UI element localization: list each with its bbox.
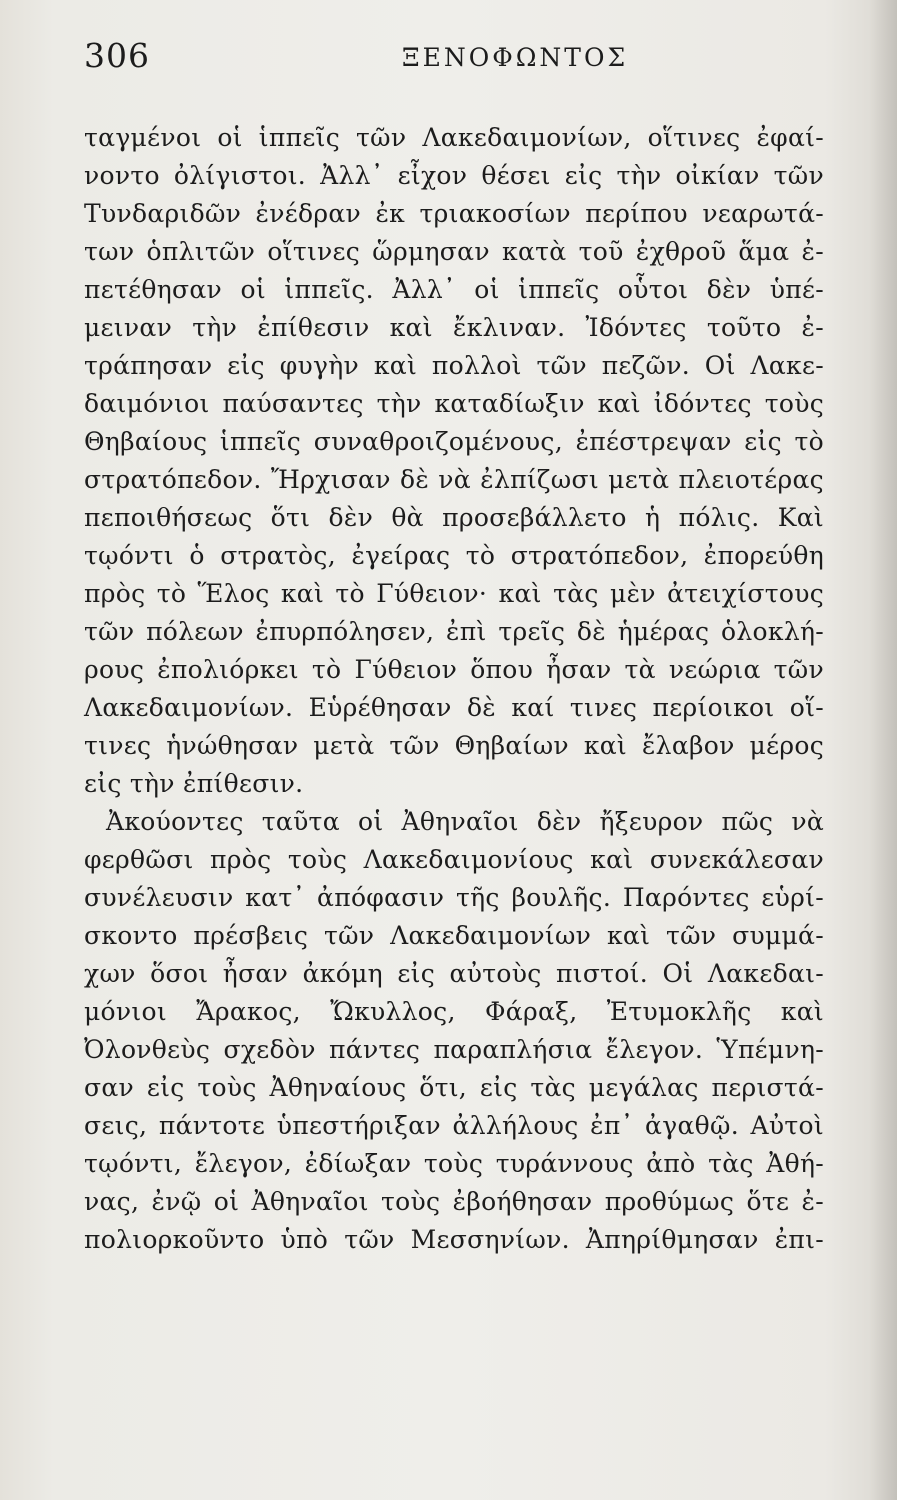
text-line: τῳόντι ὁ στρατὸς, ἐγείρας τὸ στρατόπεδον, ἐπορεύθη	[84, 541, 824, 570]
text-line: σεις, πάντοτε ὑπεστήριξαν ἀλλήλους ἐπ᾽ ἀγαθῷ. Αὐτοὶ	[84, 1111, 824, 1140]
text-line: δαιμόνιοι παύσαντες τὴν καταδίωξιν καὶ ἰδόντες τοὺς	[84, 389, 824, 418]
text-line: τράπησαν εἰς φυγὴν καὶ πολλοὶ τῶν πεζῶν. Οἱ Λακε-	[84, 351, 824, 380]
text-line: πεποιθήσεως ὅτι δὲν θὰ προσεβάλλετο ἡ πόλις. Καὶ	[84, 503, 824, 532]
text-line: των ὁπλιτῶν οἵτινες ὥρμησαν κατὰ τοῦ ἐχθροῦ ἅμα ἐ-	[84, 237, 824, 266]
page-edge-shadow	[869, 0, 897, 1500]
text-line: μειναν τὴν ἐπίθεσιν καὶ ἔκλιναν. Ἰδόντες τοῦτο ἐ-	[84, 313, 824, 342]
text-line: φερθῶσι πρὸς τοὺς Λακεδαιμονίους καὶ συνεκάλεσαν	[84, 845, 824, 874]
running-head: ΞΕΝΟΦΩΝΤΟΣ	[402, 43, 629, 72]
text-line: μόνιοι Ἄρακος, Ὤκυλλος, Φάραξ, Ἐτυμοκλῆς καὶ	[84, 997, 824, 1026]
text-line: σκοντο πρέσβεις τῶν Λακεδαιμονίων καὶ τῶν συμμά-	[84, 921, 824, 950]
text-line: Τυνδαριδῶν ἐνέδραν ἐκ τριακοσίων περίπου νεαρωτά-	[84, 199, 824, 228]
text-line: νοντο ὀλίγιστοι. Ἀλλ᾽ εἶχον θέσει εἰς τὴν οἰκίαν τῶν	[84, 161, 824, 190]
text-line: Λακεδαιμονίων. Εὑρέθησαν δὲ καί τινες περίοικοι οἵ-	[84, 693, 824, 722]
text-line: πρὸς τὸ Ἕλος καὶ τὸ Γύθειον· καὶ τὰς μὲν ἀτειχίστους	[84, 579, 824, 608]
body-text	[84, 119, 824, 1259]
text-line: σαν εἰς τοὺς Ἀθηναίους ὅτι, εἰς τὰς μεγάλας περιστά-	[84, 1073, 824, 1102]
page-number: 306	[84, 36, 150, 75]
text-line: Ἀκούοντες ταῦτα οἱ Ἀθηναῖοι δὲν ἤξευρον πῶς νὰ	[106, 807, 824, 836]
text-line: ρους ἐπολιόρκει τὸ Γύθειον ὅπου ἦσαν τὰ νεώρια τῶν	[84, 655, 824, 684]
text-line: τῳόντι, ἔλεγον, ἐδίωξαν τοὺς τυράννους ἀπὸ τὰς Ἀθή-	[84, 1149, 824, 1178]
text-line: τινες ἡνώθησαν μετὰ τῶν Θηβαίων καὶ ἔλαβον μέρος	[84, 731, 824, 760]
text-line: πολιορκοῦντο ὑπὸ τῶν Μεσσηνίων. Ἀπηρίθμησαν ἐπι-	[84, 1225, 824, 1254]
text-line: συνέλευσιν κατ᾽ ἀπόφασιν τῆς βουλῆς. Παρόντες εὑρί-	[84, 883, 824, 912]
text-line: Ὀλονθεὺς σχεδὸν πάντες παραπλήσια ἔλεγον. Ὑπέμνη-	[84, 1035, 824, 1064]
page-header	[84, 34, 824, 78]
text-line: ταγμένοι οἱ ἱππεῖς τῶν Λακεδαιμονίων, οἵτινες ἐφαί-	[84, 123, 824, 152]
text-line: νας, ἐνῷ οἱ Ἀθηναῖοι τοὺς ἐβοήθησαν προθύμως ὅτε ἐ-	[84, 1187, 824, 1216]
text-line: εἰς τὴν ἐπίθεσιν.	[84, 769, 304, 798]
text-line: τῶν πόλεων ἐπυρπόλησεν, ἐπὶ τρεῖς δὲ ἡμέρας ὁλοκλή-	[84, 617, 824, 646]
text-line: πετέθησαν οἱ ἱππεῖς. Ἀλλ᾽ οἱ ἱππεῖς οὗτοι δὲν ὑπέ-	[84, 275, 824, 304]
text-line: Θηβαίους ἱππεῖς συναθροιζομένους, ἐπέστρεψαν εἰς τὸ	[84, 427, 824, 456]
text-line: στρατόπεδον. Ἤρχισαν δὲ νὰ ἐλπίζωσι μετὰ πλειοτέρας	[84, 465, 824, 494]
text-line: χων ὅσοι ἦσαν ἀκόμη εἰς αὐτοὺς πιστοί. Οἱ Λακεδαι-	[84, 959, 824, 988]
